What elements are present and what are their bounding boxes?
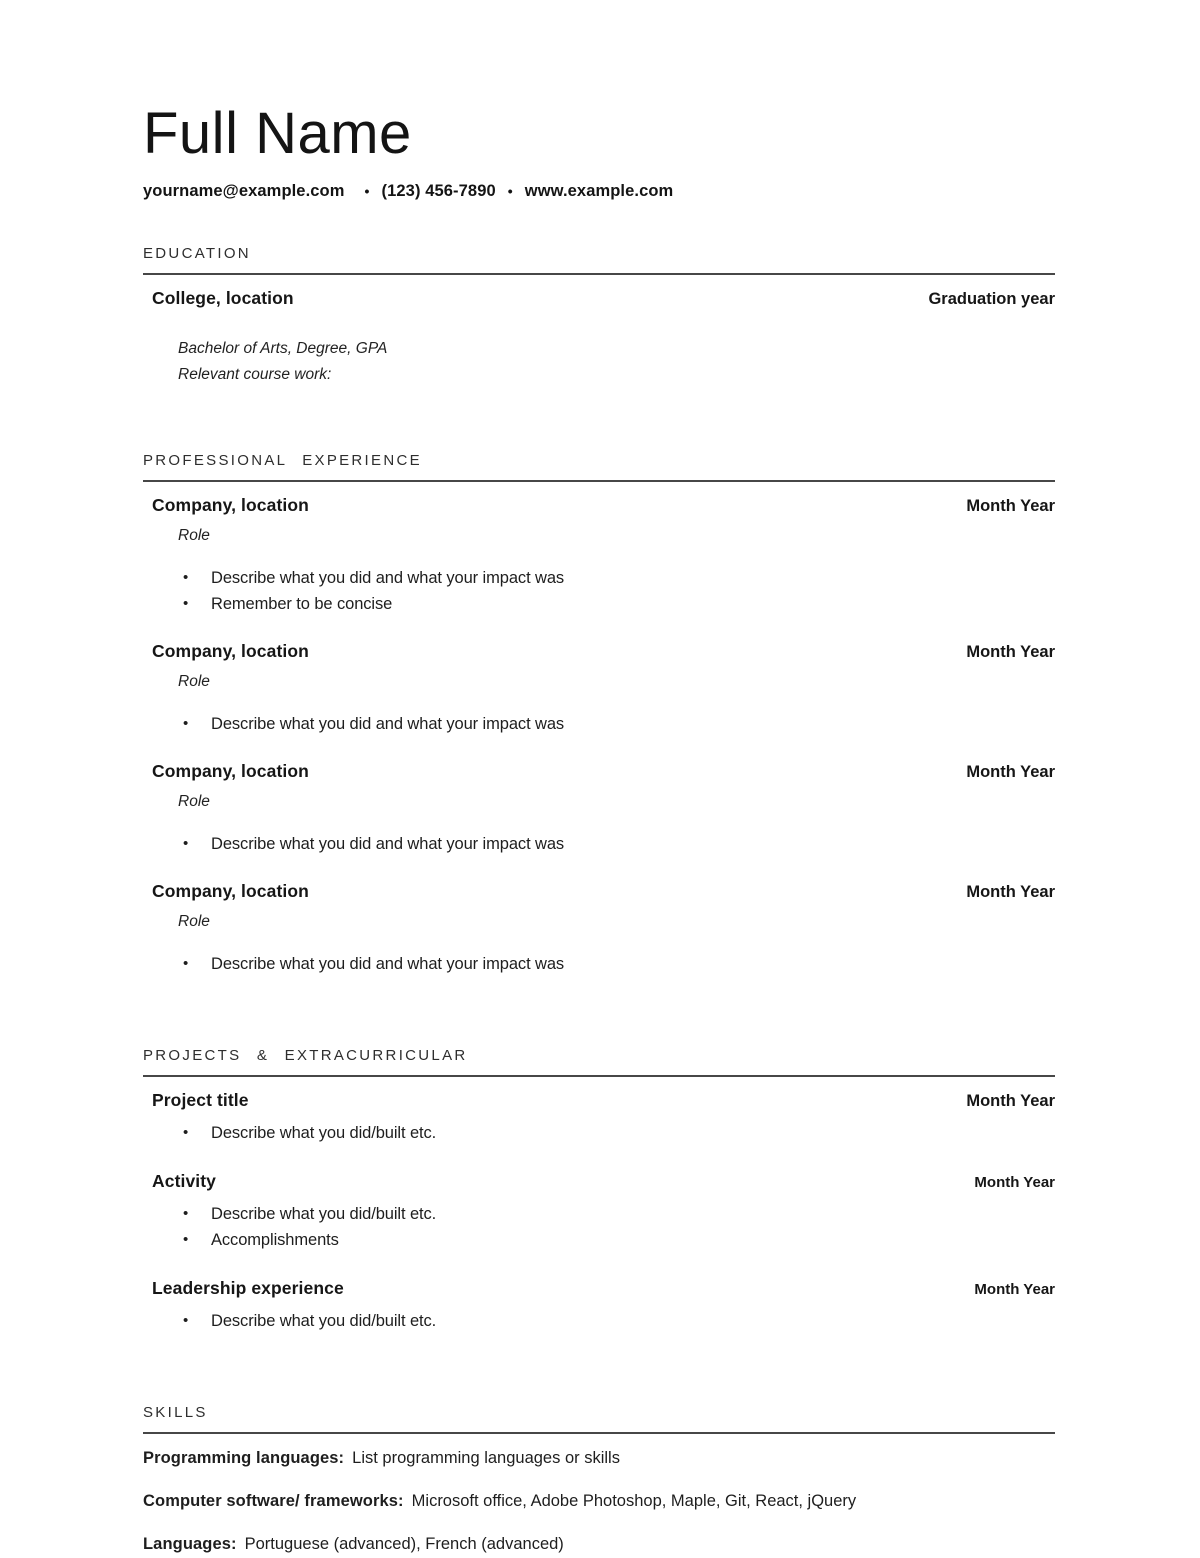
entry-heading-row	[143, 1171, 1055, 1192]
separator-dot: •	[507, 182, 513, 199]
skill-value: List programming languages or skills	[352, 1448, 620, 1467]
experience-entries	[143, 495, 1055, 977]
entry-date: Month Year	[966, 496, 1055, 515]
section-title-experience: PROFESSIONAL EXPERIENCE	[143, 451, 422, 469]
entry-date: Graduation year	[928, 289, 1055, 308]
skill-value: Microsoft office, Adobe Photoshop, Maple, Git, React, jQuery	[411, 1491, 857, 1510]
entry-date: Month Year	[966, 762, 1055, 781]
page-title: Full Name	[143, 101, 412, 166]
section-projects	[143, 1047, 1055, 1334]
entry-heading: Activity	[152, 1170, 217, 1191]
bullet-list	[143, 1308, 1055, 1334]
entry-heading: Company, location	[152, 880, 309, 901]
education-entry	[143, 288, 1055, 388]
entry-heading: Company, location	[152, 760, 309, 781]
entry-heading: College, location	[152, 287, 294, 308]
bullet-list	[143, 831, 1055, 857]
entry-date: Month Year	[966, 1091, 1055, 1110]
entry-role: Role	[178, 912, 210, 930]
education-entries	[143, 288, 1055, 388]
bullet-item: • Describe what you did/built etc.	[211, 1201, 1055, 1227]
entry-heading-row	[143, 641, 1055, 662]
contact-line	[143, 182, 1055, 201]
entry-heading: Company, location	[152, 494, 309, 515]
project-entry	[143, 1171, 1055, 1253]
section-title-projects: PROJECTS & EXTRACURRICULAR	[143, 1046, 468, 1064]
contact-website: www.example.com	[524, 181, 674, 200]
project-entry	[143, 1278, 1055, 1334]
contact-phone: (123) 456-7890	[381, 181, 496, 200]
section-divider	[143, 1075, 1055, 1077]
skill-label: Computer software/ frameworks:	[143, 1491, 404, 1510]
entry-role: Role	[178, 526, 210, 544]
entry-role: Role	[178, 672, 210, 690]
bullet-item: • Describe what you did/built etc.	[211, 1120, 1055, 1146]
section-title-skills: SKILLS	[143, 1403, 208, 1421]
entry-date: Month Year	[974, 1280, 1055, 1298]
entry-heading: Company, location	[152, 640, 309, 661]
experience-entry	[143, 761, 1055, 857]
section-education	[143, 245, 1055, 388]
entry-heading-row	[143, 881, 1055, 902]
education-detail-line: Bachelor of Arts, Degree, GPA	[178, 339, 388, 357]
section-divider	[143, 1432, 1055, 1434]
bullet-item: • Describe what you did/built etc.	[211, 1308, 1055, 1334]
entry-heading-row	[143, 1278, 1055, 1299]
experience-entry	[143, 881, 1055, 977]
skills-lines	[143, 1449, 1055, 1554]
entry-date: Month Year	[966, 642, 1055, 661]
entry-heading: Leadership experience	[152, 1277, 344, 1298]
education-detail-line: Relevant course work:	[178, 365, 332, 383]
skill-line	[143, 1535, 1055, 1554]
entry-heading-row	[143, 288, 1055, 309]
entry-date: Month Year	[966, 882, 1055, 901]
section-divider	[143, 480, 1055, 482]
bullet-list	[143, 951, 1055, 977]
skill-line	[143, 1492, 1055, 1511]
skill-value: Portuguese (advanced), French (advanced)	[244, 1534, 564, 1553]
section-divider	[143, 273, 1055, 275]
bullet-item: • Remember to be concise	[211, 591, 1055, 617]
entry-role: Role	[178, 792, 210, 810]
entry-date: Month Year	[974, 1173, 1055, 1191]
skill-line	[143, 1449, 1055, 1468]
entry-heading-row	[143, 761, 1055, 782]
entry-heading: Project title	[152, 1089, 249, 1110]
bullet-item: • Describe what you did and what your impact was	[211, 711, 1055, 737]
bullet-item: • Describe what you did and what your impact was	[211, 951, 1055, 977]
skill-label: Programming languages:	[143, 1448, 345, 1467]
bullet-list	[143, 1201, 1055, 1253]
bullet-list	[143, 711, 1055, 737]
bullet-item: • Describe what you did and what your impact was	[211, 831, 1055, 857]
bullet-item: • Accomplishments	[211, 1227, 1055, 1253]
entry-heading-row	[143, 495, 1055, 516]
project-entry	[143, 1090, 1055, 1146]
bullet-item: • Describe what you did and what your impact was	[211, 565, 1055, 591]
section-title-education: EDUCATION	[143, 244, 251, 262]
section-experience	[143, 452, 1055, 977]
experience-entry	[143, 495, 1055, 617]
bullet-list	[143, 565, 1055, 617]
experience-entry	[143, 641, 1055, 737]
skill-label: Languages:	[143, 1534, 237, 1553]
education-details	[178, 336, 1055, 388]
separator-dot: •	[364, 182, 370, 199]
contact-email: yourname@example.com	[143, 181, 345, 200]
bullet-list	[143, 1120, 1055, 1146]
projects-entries	[143, 1090, 1055, 1334]
entry-heading-row	[143, 1090, 1055, 1111]
section-skills	[143, 1404, 1055, 1554]
